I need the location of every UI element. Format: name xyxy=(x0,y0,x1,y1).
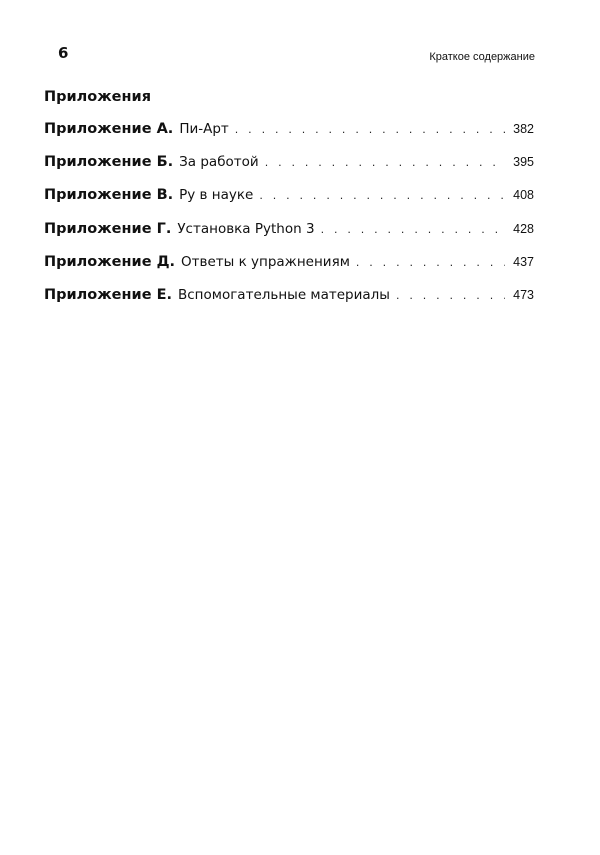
toc-entry-label: Приложение Г. xyxy=(44,220,172,237)
dot-leader xyxy=(321,223,506,236)
toc-entry-title: Установка Python 3 xyxy=(177,220,315,237)
dot-leader xyxy=(356,256,505,269)
toc-entry xyxy=(44,221,534,254)
toc-entry-title: Ру в науке xyxy=(179,187,254,204)
toc-entry-title: Ответы к упражнениям xyxy=(181,253,350,270)
toc-entry-page: 395 xyxy=(513,155,534,170)
page-number: 6 xyxy=(58,44,69,62)
toc-entry-title: Пи-Арт xyxy=(179,121,229,137)
toc-entry-label: Приложение А. xyxy=(44,121,174,137)
running-head: Краткое содержание xyxy=(429,51,535,63)
toc-entry-title: Вспомогательные материалы xyxy=(178,286,390,303)
toc-entry-label: Приложение Е. xyxy=(44,286,172,303)
toc-entry-title: За работой xyxy=(179,154,259,171)
toc-entry-page: 428 xyxy=(513,221,534,236)
table-of-contents xyxy=(44,121,534,320)
toc-entry-page: 473 xyxy=(513,287,534,302)
toc-entry-page: 382 xyxy=(513,122,534,136)
toc-entry xyxy=(44,121,534,154)
toc-entry-page: 408 xyxy=(513,188,534,203)
dot-leader xyxy=(265,156,505,169)
toc-entry xyxy=(44,254,534,287)
toc-entry xyxy=(44,154,534,187)
toc-entry-page: 437 xyxy=(513,254,534,269)
dot-leader xyxy=(259,189,505,202)
dot-leader xyxy=(235,123,505,136)
dot-leader xyxy=(396,289,505,302)
section-title: Приложения xyxy=(44,89,152,105)
toc-entry xyxy=(44,287,534,320)
toc-entry xyxy=(44,187,534,220)
toc-entry-label: Приложение Д. xyxy=(44,253,176,270)
toc-entry-label: Приложение В. xyxy=(44,187,174,204)
toc-entry-label: Приложение Б. xyxy=(44,154,174,171)
